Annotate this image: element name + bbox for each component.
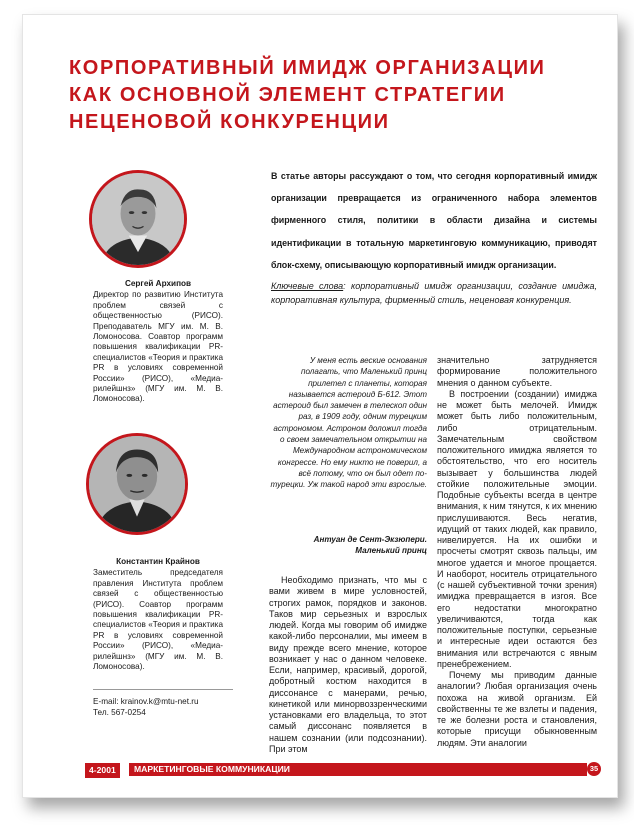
contacts [93, 697, 233, 718]
body-column-right [437, 355, 597, 749]
article-title [69, 55, 589, 136]
journal-name: МАРКЕТИНГОВЫЕ КОММУНИКАЦИИ [129, 763, 587, 776]
author-name: Константин Крайнов [116, 557, 200, 566]
author-portrait-image [92, 173, 184, 265]
author-bio [93, 279, 223, 405]
body-paragraph: Необходимо признать, что мы с вами живем в мире условностей, строгих рамок, порядков и законов. Таков мир серьезных и взрослых людей. Когда мы говорим об имидже какой-либо персоналии, мы имеем в виду прежде всего мнение, которое возникает у нас о данном человеке. Если, например, красивый, дорогой, добротный костюм находится в диссонансе с манерами, речью, кинетикой или минорвоззренческими установками его владельца, то этот самый диссонанс появляется в нашем сознании (или подсознании). При этом [269, 575, 427, 754]
body-paragraph: В построении (создании) имиджа не может быть мелочей. Имидж может быть либо положительным, либо отрицательным. Замечательным свойством положительного имиджа является то обстоятельство, что его носитель вызывает у большинства людей стойкие положительные эмоции. Подобные субъекты всегда в центре внимания, к ним тянутся, к их мнению прислушиваются. Весь негатив, идущий от таких людей, как правило, нивелируется. На их ошибки и просчеты смотрят сквозь пальцы, им многое удается и многое прощается. И наоборот, носитель отрицательного (с нашей субъективной точки зрения) имиджа превращается в изгоя. Все его недостатки многократно увеличиваются, тогда как положительные поступки, серьезные и интересные идеи остаются без внимания или встречаются с явным пренебрежением. [437, 388, 597, 669]
magazine-page [22, 14, 618, 798]
keywords [271, 280, 597, 307]
author-bio [93, 557, 223, 672]
issue-number: 4-2001 [85, 763, 120, 778]
keywords-text: : корпоративный имидж организации, создание имиджа, корпоративная культура, фирменный стиль, неценовая конкуренция. [271, 281, 597, 305]
body-paragraph: значительно затрудняется формирование положительного мнения о данном субъекте. [437, 355, 597, 388]
author-description: Директор по развитию Института проблем связей с общественностью (РИСО). Преподаватель МГУ им. М. В. Ломоносова. Соавтор программ повышения квалификации PR-специалистов «Теория и практика PR в условиях современной России» (РИСО), «Медиа-рилейшнз» (МГУ им. М. В. Ломоносова). [93, 290, 223, 404]
author-name: Сергей Архипов [124, 279, 192, 288]
author-photo [86, 433, 188, 535]
page-number: 35 [587, 762, 601, 776]
email-text: E-mail: krainov.k@mtu-net.ru [93, 697, 199, 706]
body-column-left [269, 575, 427, 755]
title-line: НЕЦЕНОВОЙ КОНКУРЕНЦИИ [69, 111, 390, 133]
title-line: КАК ОСНОВНОЙ ЭЛЕМЕНТ СТРАТЕГИИ [69, 84, 506, 106]
epigraph-quote: У меня есть веские основания полагать, что Маленький принц прилетел с планеты, которая называется астероид Б-612. Этот астероид был замечен в телескоп один раз, в 1909 году, одним турецким астрономом. Астроном доложил тогда о своем замечательном открытии на Международном астрономическом конгрессе. Но ему никто не поверил, а всё потому, что он был одет по-турецки. Уж такой народ эти взрослые. [270, 356, 427, 490]
author-portrait-image [89, 436, 185, 532]
author-description: Заместитель председателя правления Института проблем связей с общественностью (РИСО). Соавтор программ повышения квалификации PR-специалистов «Теория и практика PR в условиях современной России» (РИСО), «Медиа-рилейшнз» (МГУ им. М. В. Ломоносова). [93, 568, 223, 672]
epigraph-attribution [269, 534, 427, 557]
contacts-divider [93, 689, 233, 690]
phone-text: Тел. 567-0254 [93, 707, 146, 717]
article-abstract: В статье авторы рассуждают о том, что сегодня корпоративный имидж организации превращается из ограниченного набора элементов фирменного стиля, политики в области дизайна и системы идентификации в тотальную маркетинговую коммуникацию, приводят блок-схему, описывающую корпоративный имидж организации. [271, 171, 597, 270]
title-line: КОРПОРАТИВНЫЙ ИМИДЖ ОРГАНИЗАЦИИ [69, 57, 546, 79]
epigraph-source: Маленький принц [355, 546, 427, 556]
page-footer [85, 763, 601, 776]
author-photo [89, 170, 187, 268]
keywords-label: Ключевые слова [271, 281, 344, 291]
epigraph-author: Антуан де Сент-Экзюпери. [313, 535, 427, 544]
body-paragraph: Почему мы приводим данные аналогии? Любая организация очень похожа на живой организм. Ей свойственны те же взлеты и падения, те же болезни роста и становления, которые присущи обыкновенным людям. Эти аналогии [437, 670, 597, 748]
